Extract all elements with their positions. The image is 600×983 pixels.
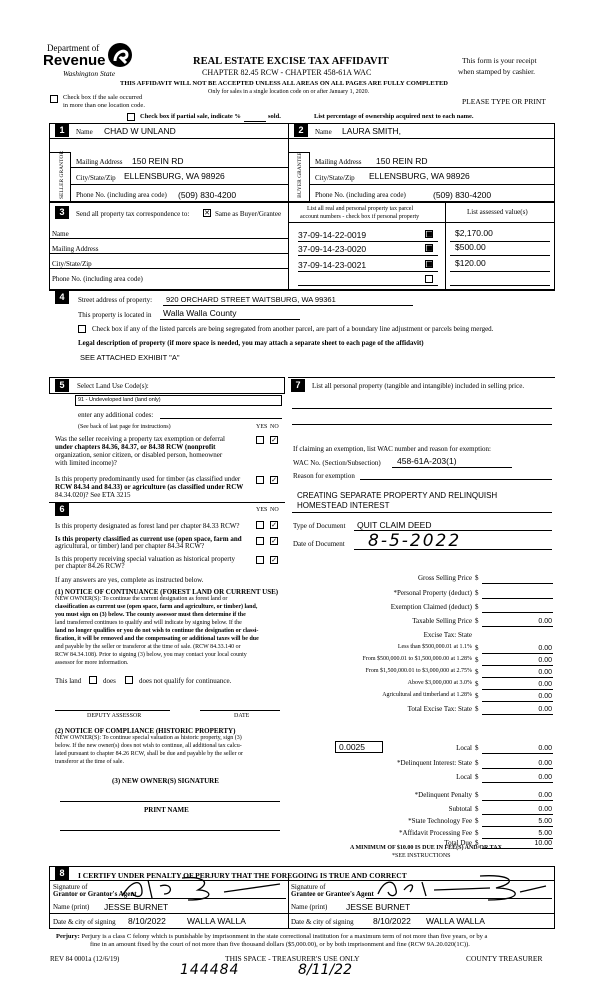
calc-row-value[interactable]: 0.00: [538, 774, 552, 781]
calc-row-label: Exemption Claimed (deduct): [390, 603, 472, 611]
s5-q1d: with limited income)?: [55, 459, 117, 467]
assessed-value-header: List assessed value(s): [467, 208, 528, 216]
s6-no: NO: [270, 507, 279, 513]
partial-sold: sold.: [268, 113, 281, 120]
parcel-number[interactable]: 37-09-14-22-0019: [298, 230, 367, 240]
seller-mail-label: Mailing Address: [76, 158, 123, 166]
notice2-line: transferor at the time of sale.: [55, 759, 124, 765]
notice1-line: and payable by the seller or transferor at the time of sale. (RCW 84.33.140 or: [55, 644, 241, 650]
calc-row-label: From $1,500,000.01 to $3,000,000 at 2.75%: [365, 668, 472, 674]
s5-no: NO: [270, 424, 279, 430]
calc-row-dollar: $: [475, 617, 479, 625]
calc-row-dollar: $: [475, 805, 479, 813]
calc-row-label: *Personal Property (deduct): [393, 589, 472, 597]
calc-row-dollar: $: [475, 692, 479, 700]
section-2-number: 2: [294, 124, 308, 137]
calc-row-dollar: $: [475, 705, 479, 713]
certify-label: I CERTIFY UNDER PENALTY OF PERJURY THAT THE FOREGOING IS TRUE AND CORRECT: [78, 871, 407, 880]
street-address[interactable]: 920 ORCHARD STREET WAITSBURG, WA 99361: [166, 295, 336, 304]
calc-row-value[interactable]: 0.00: [538, 760, 552, 767]
calc-row-value[interactable]: 0.00: [538, 645, 552, 652]
reason-label: Reason for exemption: [293, 472, 355, 480]
calc-row-dollar: $: [475, 829, 479, 837]
list-pct-label: List percentage of ownership acquired next to each name.: [314, 113, 474, 120]
calc-row-dollar: $: [475, 668, 479, 676]
calc-row-value[interactable]: 0.00: [538, 657, 552, 664]
calc-row-label: Total Excise Tax: State: [407, 705, 472, 713]
dept-line3: Washington State: [63, 69, 116, 78]
s5-q2b: RCW 84.34 and 84.33) or agriculture (as classified under RCW: [55, 483, 244, 491]
calc-row-label: Subtotal: [448, 805, 472, 813]
new-owner-signature-label: (3) NEW OWNER(S) SIGNATURE: [112, 777, 219, 785]
county[interactable]: Walla Walla County: [163, 308, 237, 318]
calc-row-value[interactable]: 0.00: [538, 681, 552, 688]
calc-row-value[interactable]: 0.00: [538, 792, 552, 799]
calc-row-label: *State Technology Fee: [408, 817, 472, 825]
calc-row-value[interactable]: 0.00: [538, 669, 552, 676]
receipt-note2: when stamped by cashier.: [458, 67, 536, 76]
revenue-logo-icon: [107, 42, 133, 68]
notice1-title: (1) NOTICE OF CONTINUANCE (FOREST LAND OR CURRENT USE): [55, 588, 279, 596]
calc-row-label: Gross Selling Price: [417, 574, 472, 582]
perjury-line2: fine in an amount fixed by the court of not more than five thousand dollars ($5,000.00), or by both imprisonment and fine (RCW 9A.20.020(1C)).: [90, 941, 470, 948]
doc-type[interactable]: QUIT CLAIM DEED: [357, 520, 432, 530]
calc-row-value[interactable]: 0.00: [538, 745, 552, 752]
grantor-name[interactable]: JESSE BURNET: [104, 902, 169, 912]
multi-location-checkbox[interactable]: [50, 95, 58, 103]
notice1-line: assessor for more information.: [55, 660, 129, 666]
section-8-number: 8: [55, 867, 69, 880]
calc-row-label: Less than $500,000.01 at 1.1%: [397, 644, 472, 650]
exemption-reason[interactable]: CREATING SEPARATE PROPERTY AND RELINQUISH HOMESTEAD INTEREST: [297, 491, 498, 510]
dept-line1: Department of: [47, 43, 100, 53]
buyer-city[interactable]: ELLENSBURG, WA 98926: [369, 171, 470, 181]
calc-row-value[interactable]: 0.00: [538, 618, 552, 625]
doc-type-label: Type of Document: [293, 522, 346, 530]
s6-q2b: agricultural, or timber) land per chapter 84.34 RCW?: [55, 542, 205, 550]
calc-row-label: *Delinquent Penalty: [414, 791, 472, 799]
section-7-number: 7: [291, 379, 305, 392]
s5-q1c: organization, senior citizen, or disabled person, homeowner: [55, 451, 223, 459]
calc-row-label: Local: [456, 744, 472, 752]
legal-desc-label: Legal description of property (if more space is needed, you may attach a separate sheet to each page of the affidavit): [78, 339, 424, 347]
perjury-bold: Perjury:: [56, 933, 80, 940]
local-rate: 0.0025: [339, 742, 365, 752]
seller-city-label: City/State/Zip: [76, 174, 116, 182]
land-use-value: 91 - Undeveloped land (land only): [78, 397, 161, 403]
notice2-title: (2) NOTICE OF COMPLIANCE (HISTORIC PROPERTY): [55, 727, 236, 735]
parcel-value[interactable]: $2,170.00: [455, 228, 493, 238]
grantee-sig-label1: Signature of: [291, 883, 326, 891]
seller-name[interactable]: CHAD W UNLAND: [104, 126, 176, 136]
notice1-line: land no longer qualifies or you do not wish to continue the designation or classi-: [55, 628, 259, 634]
does-not-label: does not qualify for continuance.: [139, 677, 232, 685]
s5-q2-no[interactable]: ✓: [271, 476, 277, 484]
calc-row-dollar: $: [475, 817, 479, 825]
dept-logo-text: Revenue: [43, 52, 106, 69]
send-correspondence-label: Send all property tax correspondence to:: [76, 210, 190, 218]
calc-row-value[interactable]: 5.00: [538, 818, 552, 825]
section-5-number: 5: [55, 379, 69, 392]
calc-row-dollar: $: [475, 656, 479, 664]
parcel-header1: List all real and personal property tax parcel: [307, 206, 414, 212]
seller-mail[interactable]: 150 REIN RD: [132, 156, 184, 166]
doc-date[interactable]: 8-5-2022: [368, 531, 462, 551]
county-treasurer: COUNTY TREASURER: [466, 954, 543, 963]
print-name-label: PRINT NAME: [144, 806, 189, 814]
buyer-phone[interactable]: (509) 830-4200: [433, 190, 492, 200]
grantor-city[interactable]: WALLA WALLA: [187, 916, 246, 926]
notice1-line: fication, it will be removed and the compensating or additional taxes will be due: [55, 636, 259, 642]
notice1-line: classification as current use (open space, farm and agriculture, or timber) land,: [55, 604, 258, 610]
form-warning: THIS AFFIDAVIT WILL NOT BE ACCEPTED UNLESS ALL AREAS ON ALL PAGES ARE FULLY COMPLETED: [120, 80, 448, 87]
buyer-phone-label: Phone No. (including area code): [315, 191, 406, 199]
grantor-sig-label1: Signature of: [53, 883, 88, 891]
street-address-label: Street address of property:: [78, 296, 153, 304]
stamp-date: 8/11/22: [298, 962, 352, 978]
segregated-label: Check box if any of the listed parcels are being segregated from another parcel, are part of a boundary line adjustment or parcels being merged.: [92, 325, 494, 333]
calc-row-label: *Delinquent Interest: State: [396, 759, 472, 767]
s3-city-label: City/State/Zip: [52, 260, 92, 268]
notice2-line: NEW OWNER(S): To continue special valuation as historic property, sign (3): [55, 735, 242, 741]
land-does-not-checkbox[interactable]: [125, 676, 133, 684]
additional-codes-label: enter any additional codes:: [78, 411, 154, 419]
calc-row-value[interactable]: 5.00: [538, 830, 552, 837]
grantee-date-label: Date & city of signing: [291, 918, 354, 926]
parcel-number[interactable]: 37-09-14-23-0021: [298, 260, 367, 270]
section-4-number: 4: [55, 291, 69, 304]
grantor-date[interactable]: 8/10/2022: [128, 916, 166, 926]
grantee-city[interactable]: WALLA WALLA: [426, 916, 485, 926]
s6-q2-no[interactable]: ✓: [271, 537, 277, 545]
calc-row-dollar: $: [475, 744, 479, 752]
land-use-label: Select Land Use Code(s):: [77, 382, 149, 390]
s6-q2-yes[interactable]: [256, 537, 264, 545]
form-only-for: Only for sales in a single location code on or after January 1, 2020.: [208, 89, 370, 95]
s5-q1-no[interactable]: ✓: [271, 436, 277, 444]
calc-row-dollar: $: [475, 589, 479, 597]
calc-row-label: Local: [456, 773, 472, 781]
wac-number[interactable]: 458-61A-203(1): [397, 456, 457, 466]
s6-q3b: per chapter 84.26 RCW?: [55, 562, 125, 570]
s6-q1: Is this property designated as forest land per chapter 84.33 RCW?: [55, 522, 240, 530]
calc-row-dollar: $: [475, 680, 479, 688]
calc-row-label: Above $3,000,000 at 3.0%: [407, 680, 472, 686]
perjury-notice: [56, 933, 487, 940]
seller-city[interactable]: ELLENSBURG, WA 98926: [124, 171, 225, 181]
s6-q3-no[interactable]: ✓: [271, 556, 277, 564]
does-label: does: [103, 677, 116, 685]
notice1-line: NEW OWNER(S): To continue the current designation as forest land or: [55, 596, 228, 602]
s6-q3-yes[interactable]: [256, 556, 264, 564]
same-as-buyer-checkbox[interactable]: ✕: [204, 209, 210, 217]
seller-name-label: Name: [76, 128, 93, 136]
personal-property-checkbox[interactable]: ■: [426, 244, 433, 252]
notice2-line: lated pursuant to chapter 84.26 RCW, shall be due and payable by the seller or: [55, 751, 244, 757]
form-title: REAL ESTATE EXCISE TAX AFFIDAVIT: [193, 56, 389, 67]
s3-name-label: Name: [52, 230, 69, 238]
receipt-note1: This form is your receipt: [462, 56, 537, 65]
personal-property-checkbox[interactable]: ■: [426, 230, 433, 238]
exemption-question: If claiming an exemption, list WAC number and reason for exemption:: [293, 445, 491, 453]
perjury-line1: Perjury is a class C felony which is punishable by imprisonment in the state correctional institution for a maximum term of not more than five years, or by a: [81, 933, 488, 940]
calc-row-value[interactable]: 0.00: [538, 806, 552, 813]
personal-property-checkbox-empty[interactable]: [425, 275, 433, 283]
calc-row-dollar: $: [475, 791, 479, 799]
s5-q1a: Was the seller receiving a property tax exemption or deferral: [55, 435, 225, 443]
parcel-value[interactable]: $500.00: [455, 242, 486, 252]
s6-q3a: Is this property receiving special valuation as historical property: [55, 555, 236, 563]
s5-q2c: 84.34.020)? See ETA 3215: [55, 491, 131, 499]
buyer-mail-label: Mailing Address: [315, 158, 362, 166]
buyer-city-label: City/State/Zip: [315, 174, 355, 182]
form-subtitle: CHAPTER 82.45 RCW - CHAPTER 458-61A WAC: [202, 68, 372, 77]
seller-phone-label: Phone No. (including area code): [76, 191, 167, 199]
deputy-date-label: DATE: [234, 713, 250, 719]
seller-phone[interactable]: (509) 830-4200: [178, 190, 237, 200]
legal-description[interactable]: SEE ATTACHED EXHIBIT "A": [80, 353, 180, 362]
seller-side-label: SELLER GRANTOR: [59, 150, 66, 200]
calc-row-dollar: $: [475, 644, 479, 652]
calc-row-label: Total Due: [444, 839, 472, 847]
section-6-number: 6: [55, 503, 69, 516]
calc-row-label: From $500,000.01 to $1,500,000.00 at 1.28%: [362, 656, 472, 662]
notice1-line: RCW 84.34.108). Prior to signing (3) below, you may contact your local county: [55, 652, 247, 658]
partial-sale-label: Check box if partial sale, indicate %: [140, 113, 241, 120]
s6-q1-yes[interactable]: [256, 521, 264, 529]
doc-date-label: Date of Document: [293, 540, 345, 548]
s5-q1-yes[interactable]: [256, 436, 264, 444]
deputy-assessor-label: DEPUTY ASSESSOR: [87, 713, 142, 719]
s5-q1b: under chapters 84.36, 84.37, or 84.38 RCW (nonprofit: [55, 443, 216, 451]
wac-label: WAC No. (Section/Subsection): [293, 459, 381, 467]
located-label: This property is located in: [78, 311, 152, 319]
rev-number: REV 84 0001a (12/6/19): [50, 955, 120, 963]
grantee-date[interactable]: 8/10/2022: [373, 916, 411, 926]
segregated-checkbox[interactable]: [78, 325, 86, 333]
buyer-name-label: Name: [315, 128, 332, 136]
s3-phone-label: Phone No. (including area code): [52, 275, 143, 283]
grantor-name-label: Name (print): [53, 903, 90, 911]
minimum-note: A MINIMUM OF $10.00 IS DUE IN FEE(S) AND/OR TAX: [350, 845, 502, 851]
stamp-number: 144484: [180, 962, 240, 978]
s6-q1-no[interactable]: ✓: [271, 521, 277, 529]
parcel-value[interactable]: $120.00: [455, 258, 486, 268]
calc-row-label: *Affidavit Processing Fee: [399, 829, 472, 837]
notice1-line: land transferred continues to qualify and will indicate by signing below. If the: [55, 620, 242, 626]
grantee-name[interactable]: JESSE BURNET: [346, 902, 411, 912]
s6-if-any: If any answers are yes, complete as instructed below.: [55, 576, 204, 584]
calc-row-dollar: $: [475, 839, 479, 847]
multi-location-label1: Check box if the sale occurred: [63, 94, 143, 101]
this-land-label: This land: [55, 677, 82, 685]
calc-row-dollar: $: [475, 603, 479, 611]
section-1-number: 1: [55, 124, 69, 137]
calc-row-dollar: $: [475, 759, 479, 767]
section-3-number: 3: [55, 206, 69, 219]
land-does-checkbox[interactable]: [89, 676, 97, 684]
notice1-line: you must sign on (3) below. The county assessor must then determine if the: [55, 612, 246, 618]
calc-row-value[interactable]: 10.00: [534, 840, 552, 847]
parcel-header2: account numbers - check box if personal property: [300, 214, 420, 220]
s3-mail-label: Mailing Address: [52, 245, 99, 253]
personal-property-label: List all personal property (tangible and intangible) included in selling price.: [312, 382, 525, 390]
personal-property-checkbox[interactable]: ■: [426, 260, 433, 268]
same-as-buyer-label: Same as Buyer/Grantee: [215, 210, 282, 218]
calc-row-label: Taxable Selling Price: [412, 617, 472, 625]
see-back-label: (See back of last page for instructions): [78, 424, 171, 430]
grantee-sig-label2: Grantee or Grantee's Agent: [291, 890, 374, 898]
parcel-number[interactable]: 37-09-14-23-0020: [298, 244, 367, 254]
buyer-name[interactable]: LAURA SMITH,: [342, 126, 402, 136]
s5-q2a: Is this property predominantly used for timber (as classified under: [55, 475, 241, 483]
s5-yes: YES: [256, 424, 268, 430]
see-instructions: *SEE INSTRUCTIONS: [392, 853, 451, 859]
grantee-name-label: Name (print): [291, 903, 328, 911]
calc-row-value[interactable]: 0.00: [538, 706, 552, 713]
calc-row-dollar: $: [475, 574, 479, 582]
buyer-mail[interactable]: 150 REIN RD: [376, 156, 428, 166]
notice2-line: below. If the new owner(s) does not wish to continue, all additional tax calcu-: [55, 743, 242, 749]
grantor-date-label: Date & city of signing: [53, 918, 116, 926]
buyer-side-label: BUYER GRANTEE: [296, 152, 303, 198]
partial-sale-checkbox[interactable]: [127, 113, 135, 121]
s6-yes: YES: [256, 507, 268, 513]
s6-q2a: Is this property classified as current use (open space, farm and: [55, 535, 242, 543]
treasurer-use: THIS SPACE - TREASURER'S USE ONLY: [225, 954, 360, 963]
multi-location-label2: in more than one location code.: [63, 102, 145, 109]
please-type: PLEASE TYPE OR PRINT: [462, 97, 546, 106]
section-6-header: [49, 502, 285, 515]
calc-row-value[interactable]: 0.00: [538, 693, 552, 700]
calc-row-label: Excise Tax: State: [423, 631, 472, 639]
calc-row-dollar: $: [475, 773, 479, 781]
calc-row-label: Agricultural and timberland at 1.28%: [382, 692, 472, 698]
grantor-sig-label2: Grantor or Grantor's Agent: [53, 890, 137, 898]
s5-q2-yes[interactable]: [256, 476, 264, 484]
